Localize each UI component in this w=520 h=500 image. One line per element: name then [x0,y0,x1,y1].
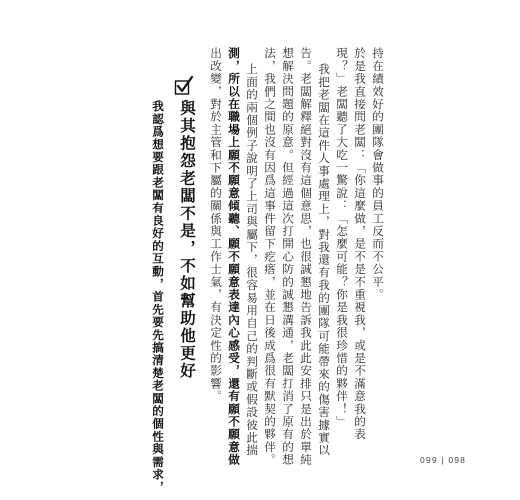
body-line-1: 持在績效好的團隊會做事的員工反而不公平。 [371,47,385,301]
body-line-5: 告。老闆解釋絕對沒有這個意思，也很誠懇地告訴我此此安排只是出於單純 [299,47,313,467]
body-line-10: 出改變，對於主管和下屬的關係與工作士氣，有決定性的影響。 [209,47,223,403]
body-line-2: 於是我直接問老闆：「你這麼做，是不是不重視我，或是不滿意我的表 [353,47,367,441]
body-line-4: 我把老闆在這件人事處理上，對我還有我的團隊可能帶來的傷害據實以 [317,63,331,457]
body-line-7: 法，我們之間也沒有因爲這事件留下疙瘩，並在日後成爲很有默契的夥伴。 [263,47,277,467]
body-line-8: 上面的兩個例子說明了上司與屬下，很容易用自己的判斷或假設彼此揣 [245,63,259,457]
checkbox-icon [174,76,194,96]
page-numbers: 099 | 098 [420,455,467,465]
section-heading: 與其抱怨老闆不是，不如幫助他更好 [178,100,197,380]
body-line-6: 想解決問題的原意。但經過這次打開心防的誠懇溝通，老闆打消了原有的想 [281,47,295,467]
body-line-3: 現？」老闆聽了大吃一驚說：「怎麼可能？你是我很珍惜的夥伴！」 [335,47,349,428]
lead-line-1: 我認爲想要跟老闆有良好的互動，首先要先搞清楚老闆的個性與需求， [151,100,165,494]
body-line-9: 測，所以在職場上願不願意傾聽、願不願意表達內心感受，還有願不願意做 [227,47,241,467]
